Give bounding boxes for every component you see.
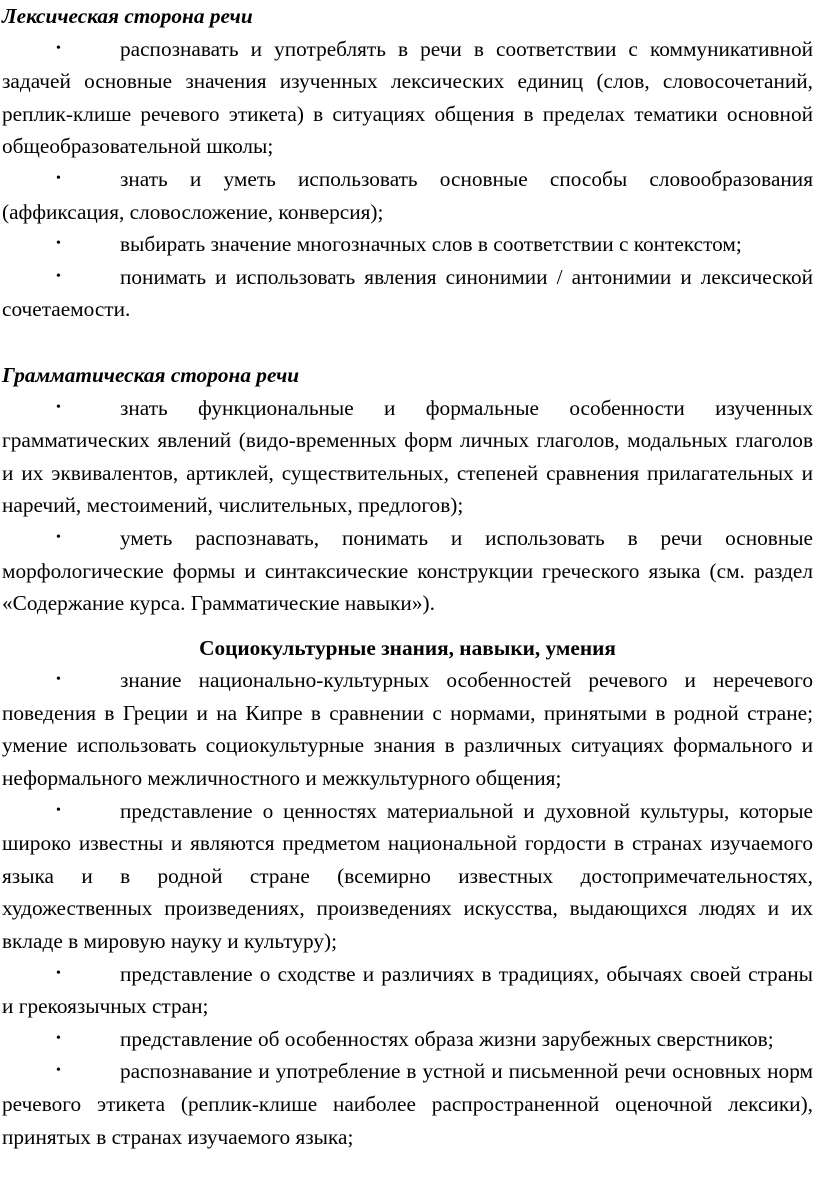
bullet-icon: • (56, 802, 61, 818)
list-item (2, 522, 813, 620)
list-item-text: знание национально-культурных особенностей речевого и неречевого поведения в Греции и на Кипре в сравнении с нормами, принятыми в родной стране; умение использовать социокультурные знания в различных ситуациях формального и неформального межличностного и межкультурного общения; (2, 668, 813, 791)
list-item (2, 261, 813, 326)
list-item-text: представление об особенностях образа жизни зарубежных сверстников; (120, 1026, 774, 1051)
list-item-text: знать и уметь использовать основные способы словообразования (аффиксация, словосложение, конверсия); (2, 166, 813, 224)
section-spacer (2, 620, 813, 632)
list-item (2, 163, 813, 228)
list-item-text: представление о сходстве и различиях в традициях, обычаях своей страны и грекоязычных стран; (2, 961, 813, 1019)
section-spacer (2, 326, 813, 359)
sociocultural-heading: Социокультурные знания, навыки, умения (199, 635, 616, 660)
list-item (2, 392, 813, 522)
list-item (2, 1055, 813, 1153)
list-item-text: понимать и использовать явления синонимии / антонимии и лексической сочетаемости. (2, 264, 813, 322)
list-item (2, 33, 813, 163)
list-item-text: уметь распознавать, понимать и использовать в речи основные морфологические формы и синтаксические конструкции греческого языка (см. раздел «Содержание курса. Грамматические навыки»). (2, 525, 813, 616)
list-item-text: распознавание и употребление в устной и письменной речи основных норм речевого этикета (реплик-клише наиболее распространенной оценочной лексики), принятых в странах изучаемого языка; (2, 1059, 813, 1149)
list-item (2, 958, 813, 1023)
list-item-text: знать функциональные и формальные особенности изученных грамматических явлений (видо-временных форм личных глаголов, модальных глаголов и их эквивалентов, артиклей, существительных, степеней сравнения прилагательных и наречий, местоимений, числительных, предлогов); (2, 395, 813, 518)
list-item-text: представление о ценностях материальной и духовной культуры, которые широко известны и являются предметом национальной гордости в странах изучаемого языка и в родной стране (всемирно известных достопримечательностях, художественных произведениях, произведениях искусства, выдающихся людях и их вкладе в мировую науку и культуру); (2, 798, 813, 954)
bullet-icon: • (56, 170, 61, 186)
list-item (2, 664, 813, 794)
bullet-icon: • (56, 529, 61, 545)
bullet-icon: • (56, 236, 61, 252)
list-item (2, 1023, 813, 1056)
list-item (2, 228, 813, 261)
bullet-icon: • (56, 268, 61, 284)
grammar-heading: Грамматическая сторона речи (2, 362, 300, 387)
bullet-icon: • (56, 399, 61, 415)
bullet-icon: • (56, 1063, 61, 1079)
list-item (2, 795, 813, 958)
bullet-icon: • (56, 1030, 61, 1046)
bullet-icon: • (56, 40, 61, 56)
bullet-icon: • (56, 672, 61, 688)
list-item-text: распознавать и употреблять в речи в соответствии с коммуникативной задачей основные значения изученных лексических единиц (слов, словосочетаний, реплик-клише речевого этикета) в ситуациях общения в пределах тематики основной общеобразовательной школы; (2, 36, 813, 159)
list-item-text: выбирать значение многозначных слов в соответствии с контекстом; (120, 232, 742, 257)
lexical-heading: Лексическая сторона речи (2, 4, 253, 28)
bullet-icon: • (56, 965, 61, 981)
